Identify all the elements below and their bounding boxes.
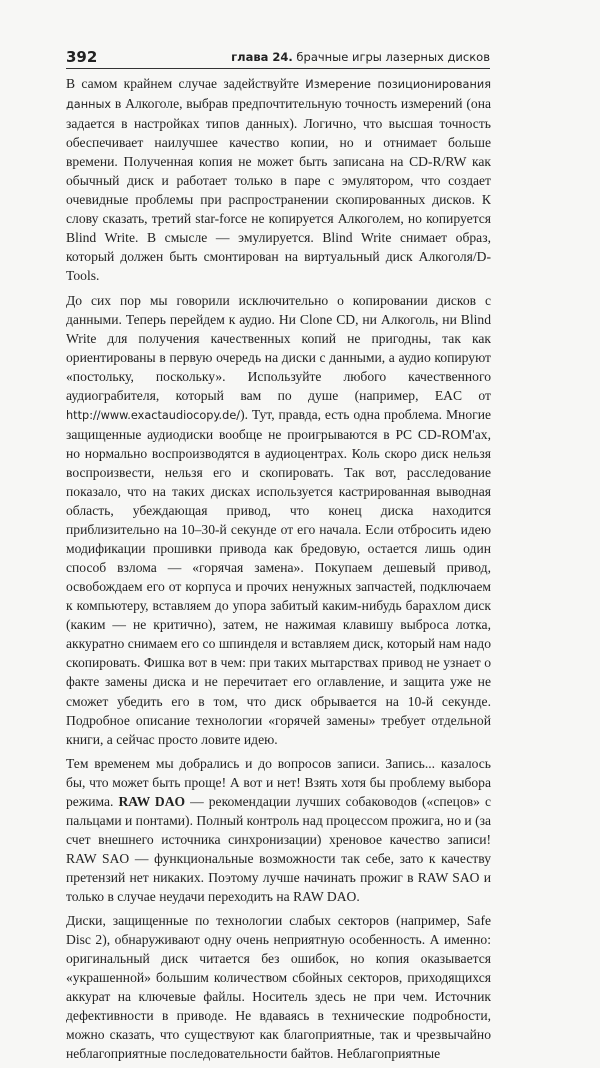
- text-run: в Алкоголе, выбрав предпочтительную точность измерений (она задается в настройках типов данных). Логично, что высшая точность обеспечивает наилучшее качество копии, но и отнимает больше времени. Полученная копия не может быть записана на CD-R/RW как обычный диск и работает только в паре с эмулятором, что создает очевидные проблемы при распространении скопированных дисков. К слову сказать, третий star-force не копируется Алкоголем, но копируется Blind Write. В смысле — эмулируется. Blind Write снимает образ, который должен быть смонтирован на виртуальный диск Алкоголя/D-Tools.: [66, 96, 491, 284]
- text-run: ). Тут, правда, есть одна проблема. Многие защищенные аудиодиски вообще не проигрываются в PC CD-ROM'ах, но нормально воспроизводятся в аудиоцентрах. Коль скоро диск нельзя воспроизвести, нельзя его и скопировать. Так вот, расследование показало, что на таких дисках используется кастрированная выводная область, убеждающая привод, что конец диска находится приблизительно на 10–30-й секунде от его начала. Если отбросить идею модификации прошивки привода как бредовую, остается лишь один способ взлома — «горячая замена». Покупаем дешевый привод, освобождаем его от корпуса и прочих ненужных запчастей, подключаем к компьютеру, вставляем до упора забитый каким-нибудь барахлом диск (каким — не критично), затем, не нажимая клавишу выброса лотка, аккуратно снимаем его со шпинделя и вставляем диск, который нам надо скопировать. Фишка вот в чем: при таких мытарствах привод не узнает о факте замены диска и не перечитает его оглавление, и защита уже не сможет убедить его в том, что диск обрывается на 10-й секунде. Подробное описание технологии «горячей замены» требует отдельной книги, а сейчас просто ловите идею.: [66, 406, 491, 747]
- text-run: Тем временем мы добрались и до вопросов записи. Запись... казалось бы, что может быть проще! А вот и нет! Взять хотя бы проблему выбора режима.: [66, 755, 491, 809]
- running-header: [66, 46, 490, 69]
- page-body: [66, 74, 491, 1068]
- chapter-label: глава 24.: [231, 50, 293, 64]
- menu-command-text: Измерение позиционирования данных: [66, 78, 492, 112]
- text-run: До сих пор мы говорили исключительно о копировании дисков с данными. Теперь перейдем к аудио. Ни Clone CD, ни Алкоголь, ни Blind Write для получения качественных копий не пригодны, так как ориентированы в первую очередь на диски с данными, а аудио копируют «постольку, поскольку». Используйте любого качественного аудиограбителя, который вам по душе (например, EAC от: [66, 292, 491, 403]
- paragraph-4: [66, 911, 491, 1063]
- page-number: 392: [66, 48, 98, 66]
- bold-term: RAW DAO: [118, 793, 186, 809]
- url-text: http://www.exactaudiocopy.de/: [66, 408, 241, 422]
- chapter-running-head: [231, 50, 490, 64]
- paragraph-1: [66, 74, 491, 286]
- paragraph-2: [66, 291, 491, 749]
- text-run: В самом крайнем случае задействуйте: [66, 76, 306, 91]
- text-run: — рекомендации лучших собаководов («спецов» с пальцами и понтами). Полный контроль над процессом прожига, но и (за счет внешнего источника синхронизации) хреновое качество записи! RAW SAO — функциональные возможности так себе, зато к качеству претензий нет никаких. Поэтому лучше начинать прожиг в RAW SAO и только в случае неудачи переходить на RAW DAO.: [66, 793, 491, 904]
- paragraph-3: [66, 754, 491, 906]
- text-run: Диски, защищенные по технологии слабых секторов (например, Safe Disc 2), обнаруживают одну очень неприятную особенность. А именно: оригинальный диск читается без ошибок, но копия оказывается «украшенной» большим количеством сбойных секторов, приходящихся аккурат на ключевые файлы. Носитель здесь не при чем. Источник дефективности в приводе. Не вдаваясь в технические подробности, можно сказать, что существуют как благоприятные, так и чрезвычайно неблагоприятные последовательности байтов. Неблагоприятные: [66, 913, 491, 1062]
- chapter-title: брачные игры лазерных дисков: [296, 50, 490, 64]
